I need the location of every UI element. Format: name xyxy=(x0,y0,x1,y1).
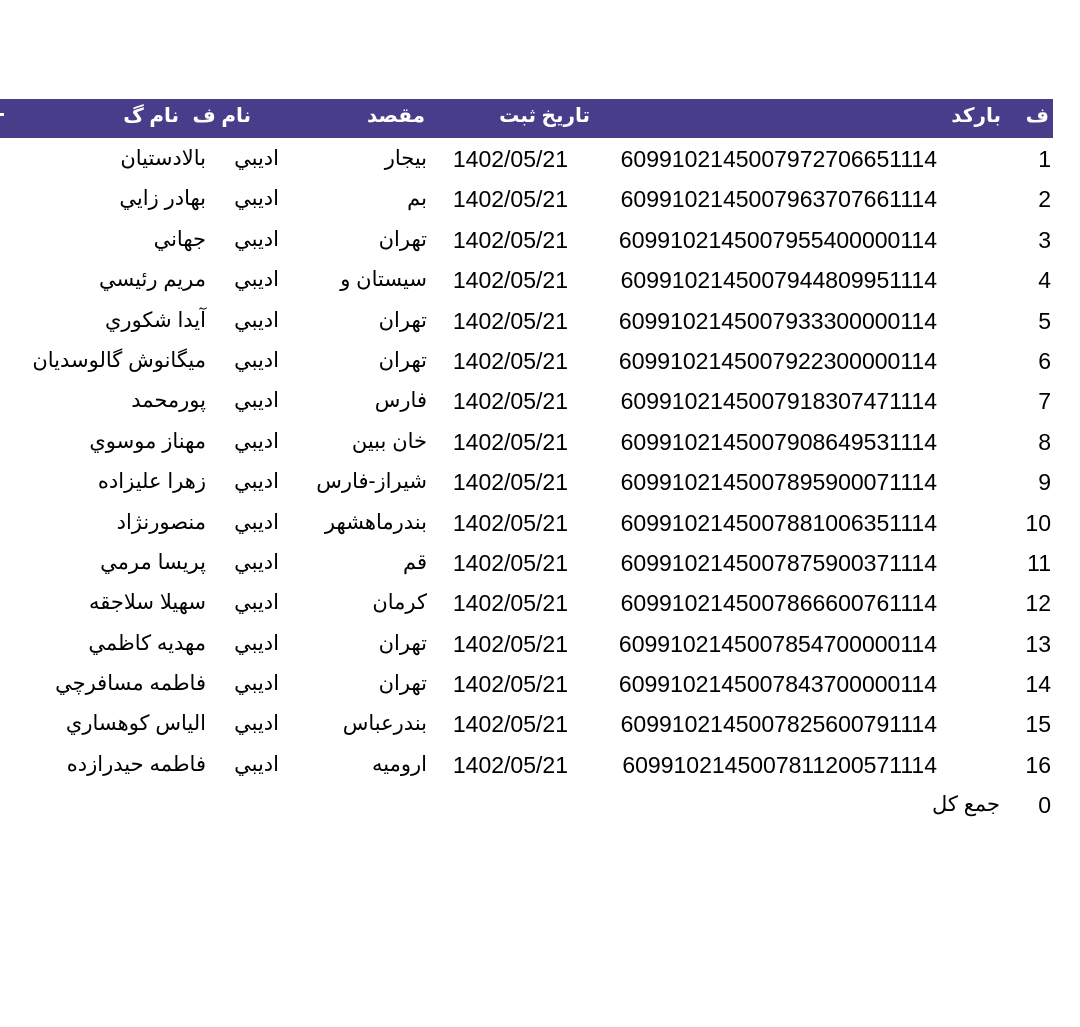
first-name-cell: اديبي xyxy=(234,268,279,292)
last-name-cell: مهديه كاظمي xyxy=(88,631,206,655)
row-number: 9 xyxy=(1038,469,1051,496)
last-name-cell: ميگانوش گالوسديان xyxy=(32,348,206,372)
destination-cell: تهران xyxy=(378,308,427,332)
first-name-cell: اديبي xyxy=(234,308,279,332)
last-name-cell: فاطمه مسافرچي xyxy=(55,672,206,696)
barcode-cell: 6099102145007843700000114 xyxy=(618,671,937,698)
table-row xyxy=(0,543,1080,583)
table-row xyxy=(0,381,1080,421)
registration-date-cell: 1402/05/21 xyxy=(452,226,568,253)
last-name-cell: پورمحمد xyxy=(131,389,206,413)
first-name-cell: اديبي xyxy=(234,429,279,453)
last-name-cell: آيدا شكوري xyxy=(105,308,206,332)
last-name-cell: زهرا عليزاده xyxy=(97,470,206,494)
barcode-cell: 6099102145007972706651114 xyxy=(620,146,937,172)
row-number: 11 xyxy=(1027,549,1051,576)
table-row xyxy=(0,422,1080,462)
header-row-number: ف xyxy=(1025,105,1049,127)
registration-date-cell: 1402/05/21 xyxy=(452,549,568,576)
total-label: جمع كل xyxy=(931,793,1000,816)
destination-cell: تهران xyxy=(378,672,427,696)
registration-date-cell: 1402/05/21 xyxy=(452,590,568,617)
last-name-cell: بهادر زايي xyxy=(119,187,206,211)
first-name-cell: اديبي xyxy=(234,631,279,655)
table-header xyxy=(0,99,1053,138)
destination-cell: تهران xyxy=(378,348,427,372)
registration-date-cell: 1402/05/21 xyxy=(452,751,568,778)
row-number: 2 xyxy=(1038,186,1051,213)
row-number: 8 xyxy=(1038,428,1051,455)
row-number: 3 xyxy=(1038,226,1051,253)
row-number: 4 xyxy=(1038,267,1051,294)
last-name-cell: بالادستيان xyxy=(120,147,206,170)
row-number: 12 xyxy=(1025,590,1051,617)
table-row xyxy=(0,139,1080,179)
destination-cell: بندرعباس xyxy=(342,712,427,736)
last-name-cell: منصورنژاد xyxy=(116,510,206,534)
row-number: 10 xyxy=(1025,509,1051,536)
row-number: 6 xyxy=(1038,347,1051,374)
barcode-cell: 6099102145007866600761114 xyxy=(620,590,937,617)
row-number: 14 xyxy=(1025,671,1051,698)
barcode-cell: 6099102145007881006351114 xyxy=(620,509,937,536)
registration-date-cell: 1402/05/21 xyxy=(452,428,568,455)
row-number: 13 xyxy=(1025,630,1051,657)
last-name-cell: مريم رئيسي xyxy=(98,268,206,292)
table-row xyxy=(0,583,1080,623)
destination-cell: بيجار xyxy=(384,147,427,170)
barcode-cell: 6099102145007825600791114 xyxy=(620,711,937,738)
table-row xyxy=(0,301,1080,341)
barcode-cell: 6099102145007955400000114 xyxy=(618,226,937,253)
first-name-cell: اديبي xyxy=(234,591,279,615)
table-row xyxy=(0,341,1080,381)
barcode-cell: 6099102145007895900071114 xyxy=(620,469,937,496)
last-name-cell: فاطمه حيدرازده xyxy=(66,752,206,776)
registration-date-cell: 1402/05/21 xyxy=(452,630,568,657)
registration-date-cell: 1402/05/21 xyxy=(452,267,568,294)
table-row xyxy=(0,664,1080,704)
table-row xyxy=(0,220,1080,260)
header-registration-date: تاريخ ثبت xyxy=(499,105,590,127)
registration-date-cell: 1402/05/21 xyxy=(452,711,568,738)
total-row xyxy=(0,785,1080,825)
destination-cell: كرمان xyxy=(372,591,427,615)
barcode-cell: 6099102145007922300000114 xyxy=(618,347,937,374)
barcode-cell: 6099102145007933300000114 xyxy=(618,307,937,334)
destination-cell: تهران xyxy=(378,227,427,251)
table-row xyxy=(0,745,1080,785)
last-name-cell: پريسا مرمي xyxy=(100,550,206,574)
first-name-cell: اديبي xyxy=(234,389,279,413)
first-name-cell: اديبي xyxy=(234,147,279,170)
header-first-name: نام ف xyxy=(192,105,251,127)
registration-date-cell: 1402/05/21 xyxy=(452,347,568,374)
last-name-cell: جهاني xyxy=(153,227,206,251)
barcode-cell: 6099102145007875900371114 xyxy=(620,549,937,576)
first-name-cell: اديبي xyxy=(234,227,279,251)
header-last-name: نام گ xyxy=(123,105,179,127)
barcode-cell: 6099102145007908649531114 xyxy=(620,428,937,455)
registration-date-cell: 1402/05/21 xyxy=(452,186,568,213)
first-name-cell: اديبي xyxy=(234,348,279,372)
total-value: 0 xyxy=(1038,792,1051,818)
row-number: 16 xyxy=(1025,751,1051,778)
barcode-cell: 6099102145007963707661114 xyxy=(620,186,937,213)
table-row xyxy=(0,624,1080,664)
first-name-cell: اديبي xyxy=(234,187,279,211)
registration-date-cell: 1402/05/21 xyxy=(452,388,568,415)
destination-cell: بندرماهشهر xyxy=(324,510,427,534)
registration-date-cell: 1402/05/21 xyxy=(452,509,568,536)
first-name-cell: اديبي xyxy=(234,752,279,776)
destination-cell: اروميه xyxy=(372,752,427,776)
destination-cell: سيستان و xyxy=(340,268,427,292)
first-name-cell: اديبي xyxy=(234,550,279,574)
barcode-cell: 6099102145007854700000114 xyxy=(618,630,937,657)
destination-cell: بم xyxy=(407,187,427,211)
last-name-cell: الياس كوهساري xyxy=(65,712,206,736)
table-row xyxy=(0,179,1080,219)
header-barcode: باركد xyxy=(951,105,1001,127)
row-number: 7 xyxy=(1038,388,1051,415)
destination-cell: قم xyxy=(402,550,427,574)
row-number: 5 xyxy=(1038,307,1051,334)
header-edge-marker xyxy=(0,113,4,116)
first-name-cell: اديبي xyxy=(234,712,279,736)
table-body xyxy=(0,139,1080,785)
last-name-cell: سهيلا سلاجقه xyxy=(89,591,206,615)
registration-date-cell: 1402/05/21 xyxy=(452,469,568,496)
table-row xyxy=(0,260,1080,300)
first-name-cell: اديبي xyxy=(234,672,279,696)
header-destination: مقصد xyxy=(366,105,425,127)
registration-date-cell: 1402/05/21 xyxy=(452,671,568,698)
barcode-cell: 6099102145007811200571114 xyxy=(622,751,937,778)
registration-date-cell: 1402/05/21 xyxy=(452,146,568,172)
destination-cell: فارس xyxy=(374,389,427,413)
destination-cell: شيراز-فارس xyxy=(316,470,427,494)
row-number: 15 xyxy=(1025,711,1051,738)
table-row xyxy=(0,704,1080,744)
barcode-cell: 6099102145007944809951114 xyxy=(620,267,937,294)
table-row xyxy=(0,503,1080,543)
registration-date-cell: 1402/05/21 xyxy=(452,307,568,334)
table-row xyxy=(0,462,1080,502)
first-name-cell: اديبي xyxy=(234,470,279,494)
row-number: 1 xyxy=(1038,146,1051,172)
first-name-cell: اديبي xyxy=(234,510,279,534)
destination-cell: خان ببين xyxy=(351,429,427,453)
last-name-cell: مهناز موسوي xyxy=(89,429,206,453)
destination-cell: تهران xyxy=(378,631,427,655)
barcode-cell: 6099102145007918307471114 xyxy=(620,388,937,415)
